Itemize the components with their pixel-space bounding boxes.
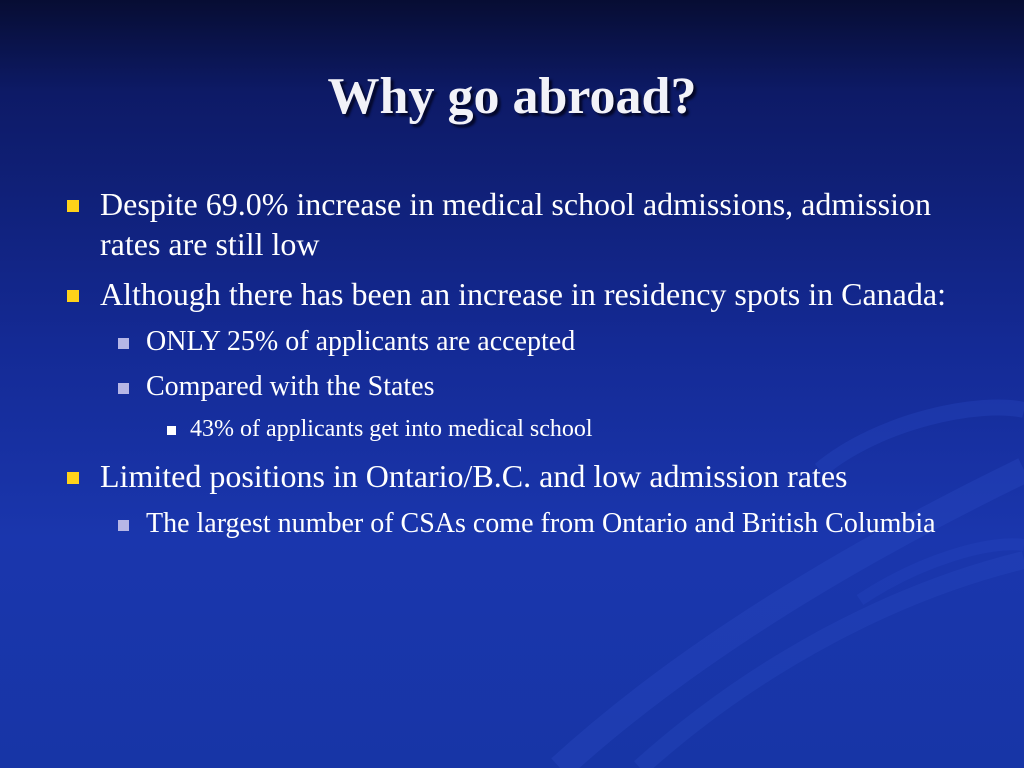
bullet-text: 43% of applicants get into medical school [190, 416, 593, 442]
bullet-text: Compared with the States [146, 371, 435, 402]
bullet-item-level2 [60, 506, 960, 541]
bullet-item-level2 [60, 369, 960, 404]
square-bullet-icon [118, 383, 129, 394]
square-bullet-icon [167, 426, 176, 435]
square-bullet-icon [118, 338, 129, 349]
bullet-text: The largest number of CSAs come from Ontario and British Columbia [146, 508, 936, 539]
bullet-item-level2 [60, 324, 960, 359]
bullet-text: Limited positions in Ontario/B.C. and low admission rates [100, 458, 848, 494]
bullet-text: ONLY 25% of applicants are accepted [146, 326, 576, 357]
bullet-item-level1 [60, 274, 960, 314]
square-bullet-icon [67, 290, 79, 302]
slide-title: Why go abroad? [327, 68, 697, 125]
bullet-list [60, 184, 960, 551]
bullet-item-level1 [60, 184, 960, 264]
square-bullet-icon [67, 472, 79, 484]
square-bullet-icon [118, 520, 129, 531]
bullet-text: Despite 69.0% increase in medical school admissions, admission rates are still low [100, 186, 931, 262]
square-bullet-icon [67, 200, 79, 212]
bullet-item-level1 [60, 456, 960, 496]
bullet-text: Although there has been an increase in residency spots in Canada: [100, 276, 946, 312]
bullet-item-level3 [60, 414, 960, 444]
